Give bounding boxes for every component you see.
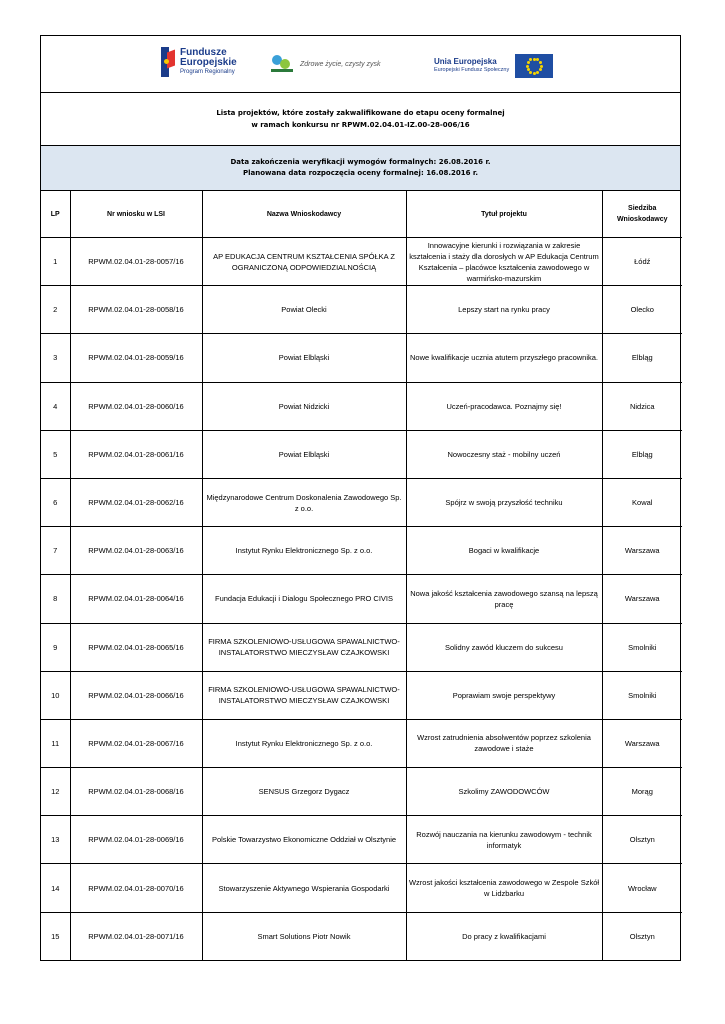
cell-nr: RPWM.02.04.01-28-0063/16 [70, 527, 202, 575]
unia-europejska-logo [434, 54, 553, 78]
title-line2: w ramach konkursu nr RPWM.02.04.01-IZ.00-28-006/16 [251, 121, 470, 129]
cell-title: Spójrz w swoją przyszłość techniku [406, 478, 602, 526]
table-row [41, 430, 682, 478]
cell-seat: Olsztyn [602, 816, 682, 864]
zdrowe-zycie-logo [270, 53, 381, 75]
cell-lp: 3 [41, 334, 70, 382]
cell-seat: Łódź [602, 238, 682, 286]
cell-title: Szkolimy ZAWODOWCÓW [406, 768, 602, 816]
cell-name: Instytut Rynku Elektronicznego Sp. z o.o. [202, 719, 406, 767]
cell-lp: 14 [41, 864, 70, 912]
cell-nr: RPWM.02.04.01-28-0061/16 [70, 430, 202, 478]
cell-nr: RPWM.02.04.01-28-0064/16 [70, 575, 202, 623]
cell-name: Powiat Olecki [202, 286, 406, 334]
cell-name: AP EDUKACJA CENTRUM KSZTAŁCENIA SPÓŁKA Z OGRANICZONĄ ODPOWIEDZIALNOŚCIĄ [202, 238, 406, 286]
cell-seat: Warszawa [602, 719, 682, 767]
cell-seat: Nidzica [602, 382, 682, 430]
cell-title: Nowe kwalifikacje ucznia atutem przyszłego pracownika. [406, 334, 602, 382]
table-row [41, 478, 682, 526]
cell-name: Powiat Elbląski [202, 430, 406, 478]
cell-lp: 5 [41, 430, 70, 478]
cell-seat: Morąg [602, 768, 682, 816]
eu-flag-icon [515, 54, 553, 78]
cell-title: Innowacyjne kierunki i rozwiązania w zakresie kształcenia i staży dla dorosłych w AP Edukacja Centrum Kształcenia – placówce kształcenia zawodowego w warmińsko-mazurskim [406, 238, 602, 286]
cell-title: Nowoczesny staż - mobilny uczeń [406, 430, 602, 478]
cell-name: Instytut Rynku Elektronicznego Sp. z o.o. [202, 527, 406, 575]
projects-table [41, 191, 682, 960]
eu-star-icon [526, 65, 529, 68]
fe-line1: Fundusze [180, 46, 227, 58]
cell-title: Lepszy start na rynku pracy [406, 286, 602, 334]
cell-seat: Smolniki [602, 671, 682, 719]
cell-lp: 4 [41, 382, 70, 430]
cell-name: Stowarzyszenie Aktywnego Wspierania Gospodarki [202, 864, 406, 912]
cell-lp: 2 [41, 286, 70, 334]
cell-name: Fundacja Edukacji i Dialogu Społecznego PRO CIVIS [202, 575, 406, 623]
cell-name: Powiat Elbląski [202, 334, 406, 382]
dates-section [41, 146, 680, 191]
cell-seat: Olsztyn [602, 912, 682, 960]
cell-title: Rozwój nauczania na kierunku zawodowym - technik informatyk [406, 816, 602, 864]
cell-lp: 6 [41, 478, 70, 526]
header-lp: LP [41, 191, 70, 238]
header-seat: Siedziba Wnioskodawcy [602, 191, 682, 238]
cell-title: Nowa jakość kształcenia zawodowego szansą na lepszą pracę [406, 575, 602, 623]
table-row [41, 575, 682, 623]
table-row [41, 623, 682, 671]
eu-star-icon [533, 72, 536, 75]
cell-lp: 13 [41, 816, 70, 864]
table-row [41, 864, 682, 912]
eu-star-icon [527, 68, 530, 71]
cell-title: Bogaci w kwalifikacje [406, 527, 602, 575]
table-row [41, 527, 682, 575]
document-frame [40, 35, 681, 961]
eu-star-icon [527, 61, 530, 64]
cell-nr: RPWM.02.04.01-28-0065/16 [70, 623, 202, 671]
dates-line1: Data zakończenia weryfikacji wymogów formalnych: 26.08.2016 r. [230, 158, 491, 166]
cell-title: Do pracy z kwalifikacjami [406, 912, 602, 960]
cell-name: FIRMA SZKOLENIOWO-USŁUGOWA SPAWALNICTWO-INSTALATORSTWO MIECZYSŁAW CZAJKOWSKI [202, 671, 406, 719]
eu-star-icon [529, 71, 532, 74]
cell-seat: Smolniki [602, 623, 682, 671]
cell-lp: 15 [41, 912, 70, 960]
cell-seat: Olecko [602, 286, 682, 334]
cell-lp: 1 [41, 238, 70, 286]
ue-line2: Europejski Fundusz Społeczny [434, 67, 510, 73]
cell-nr: RPWM.02.04.01-28-0068/16 [70, 768, 202, 816]
cell-lp: 11 [41, 719, 70, 767]
cell-nr: RPWM.02.04.01-28-0069/16 [70, 816, 202, 864]
cell-nr: RPWM.02.04.01-28-0058/16 [70, 286, 202, 334]
cell-nr: RPWM.02.04.01-28-0066/16 [70, 671, 202, 719]
cell-nr: RPWM.02.04.01-28-0059/16 [70, 334, 202, 382]
cell-seat: Wrocław [602, 864, 682, 912]
cell-name: Smart Solutions Piotr Nowik [202, 912, 406, 960]
cell-seat: Elbląg [602, 430, 682, 478]
table-row [41, 334, 682, 382]
eu-star-icon [536, 71, 539, 74]
cell-nr: RPWM.02.04.01-28-0060/16 [70, 382, 202, 430]
cell-title: Wzrost jakości kształcenia zawodowego w Zespole Szkół w Lidzbarku [406, 864, 602, 912]
fe-line2: Europejskie [180, 56, 237, 68]
title-line1: Lista projektów, które zostały zakwalifikowane do etapu oceny formalnej [216, 109, 505, 117]
cell-nr: RPWM.02.04.01-28-0062/16 [70, 478, 202, 526]
cell-seat: Warszawa [602, 575, 682, 623]
cell-title: Wzrost zatrudnienia absolwentów poprzez szkolenia zawodowe i staże [406, 719, 602, 767]
cell-nr: RPWM.02.04.01-28-0071/16 [70, 912, 202, 960]
eu-star-icon [529, 58, 532, 61]
table-row [41, 382, 682, 430]
header-name: Nazwa Wnioskodawcy [202, 191, 406, 238]
table-row [41, 816, 682, 864]
document-title [41, 93, 680, 146]
header-title: Tytuł projektu [406, 191, 602, 238]
cell-seat: Warszawa [602, 527, 682, 575]
cell-lp: 12 [41, 768, 70, 816]
leaf-icon [270, 53, 294, 75]
fe-flag-icon [161, 47, 175, 77]
cell-name: SENSUS Grzegorz Dygacz [202, 768, 406, 816]
table-row [41, 286, 682, 334]
table-row [41, 238, 682, 286]
cell-name: Polskie Towarzystwo Ekonomiczne Oddział w Olsztynie [202, 816, 406, 864]
zz-slogan: Zdrowe życie, czysty zysk [300, 60, 381, 68]
fe-line3: Program Regionalny [180, 68, 235, 75]
ue-line1: Unia Europejska [434, 57, 497, 66]
cell-nr: RPWM.02.04.01-28-0070/16 [70, 864, 202, 912]
cell-lp: 7 [41, 527, 70, 575]
fundusze-europejskie-logo [161, 47, 237, 77]
cell-seat: Kowal [602, 478, 682, 526]
cell-nr: RPWM.02.04.01-28-0067/16 [70, 719, 202, 767]
cell-name: Międzynarodowe Centrum Doskonalenia Zawodowego Sp. z o.o. [202, 478, 406, 526]
table-row [41, 719, 682, 767]
table-header-row [41, 191, 682, 238]
cell-lp: 10 [41, 671, 70, 719]
cell-lp: 9 [41, 623, 70, 671]
table-row [41, 768, 682, 816]
cell-title: Uczeń-pracodawca. Poznajmy się! [406, 382, 602, 430]
cell-lp: 8 [41, 575, 70, 623]
eu-star-icon [539, 61, 542, 64]
table-row [41, 912, 682, 960]
table-row [41, 671, 682, 719]
cell-seat: Elbląg [602, 334, 682, 382]
cell-name: FIRMA SZKOLENIOWO-USŁUGOWA SPAWALNICTWO-INSTALATORSTWO MIECZYSŁAW CZAJKOWSKI [202, 623, 406, 671]
cell-title: Poprawiam swoje perspektywy [406, 671, 602, 719]
logo-bar [41, 36, 680, 93]
header-nr: Nr wniosku w LSI [70, 191, 202, 238]
cell-nr: RPWM.02.04.01-28-0057/16 [70, 238, 202, 286]
dates-line2: Planowana data rozpoczęcia oceny formalnej: 16.08.2016 r. [242, 169, 479, 177]
eu-star-icon [539, 68, 542, 71]
cell-title: Solidny zawód kluczem do sukcesu [406, 623, 602, 671]
cell-name: Powiat Nidzicki [202, 382, 406, 430]
